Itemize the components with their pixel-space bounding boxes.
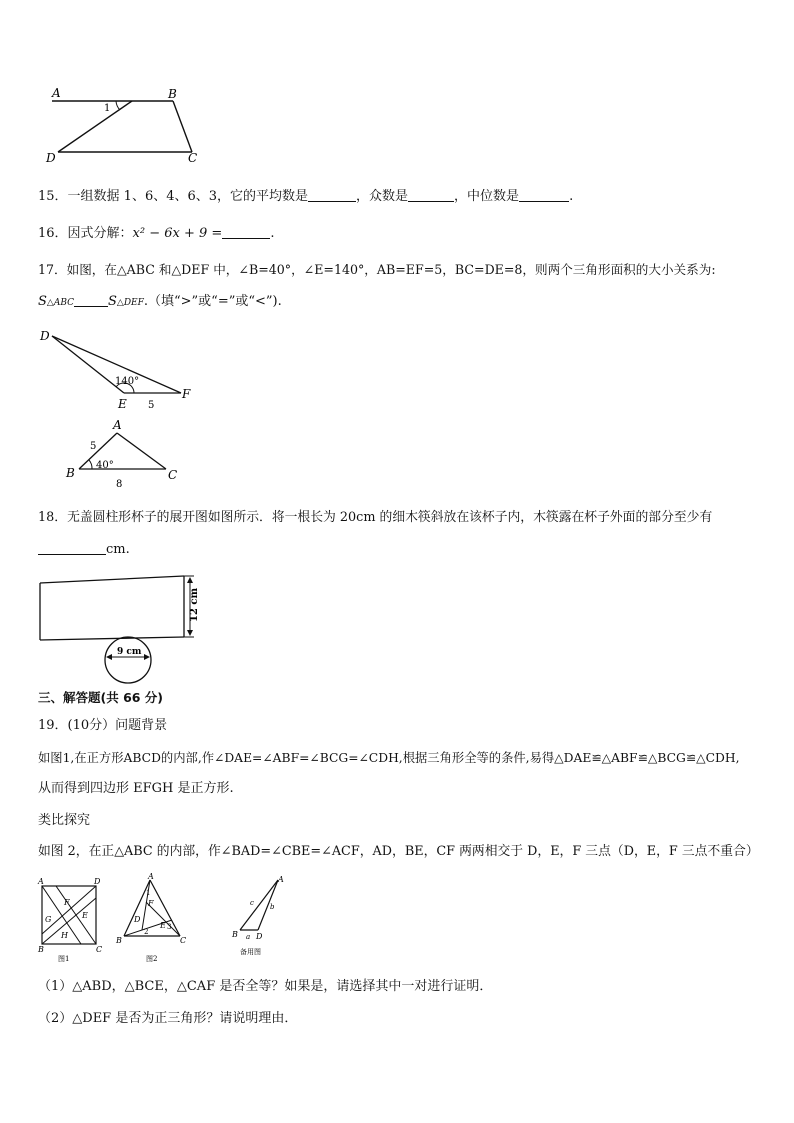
label-C: C xyxy=(168,468,178,482)
diameter-label: 9 cm xyxy=(117,647,142,657)
trapezoid-figure xyxy=(40,82,210,167)
blank-compare[interactable] xyxy=(74,292,108,307)
angle-40-label: 40° xyxy=(96,460,114,471)
fig3-label-c: c xyxy=(250,899,254,907)
angle-1-label: 1 xyxy=(104,103,111,114)
blank-factor[interactable] xyxy=(222,224,270,239)
section-heading: 三、解答题(共 66 分) xyxy=(38,690,164,705)
fig1-label-H: H xyxy=(61,931,68,940)
blank-mean[interactable] xyxy=(308,187,356,202)
fig2-label-F: F xyxy=(148,899,154,908)
question-17-line1: 17．如图，在△ABC 和△DEF 中，∠B=40°，∠E=140°，AB=EF=5，BC=DE=8，则两个三角形面积的大小关系为: xyxy=(38,262,716,277)
fig1-caption: 图1 xyxy=(58,955,70,963)
question-19-p1: 如图1,在正方形ABCD的内部,作∠DAE=∠ABF=∠BCG=∠CDH,根据三角形全等的条件,易得△DAE≌△ABF≌△BCG≌△CDH, xyxy=(38,751,740,765)
angle-140-label: 140° xyxy=(115,376,140,387)
question-19-p3: 如图 2，在正△ABC 的内部，作∠BAD=∠CBE=∠ACF，AD，BE，CF 两两相交于 D，E，F 三点（D，E，F 三点不重合） xyxy=(38,844,759,859)
question-19-part1: （1）△ABD，△BCE，△CAF 是否全等？如果是，请选择其中一对进行证明． xyxy=(38,979,493,994)
fig3-caption: 备用图 xyxy=(240,948,261,956)
fig3-label-a: a xyxy=(246,933,251,941)
fig2-label-B: B xyxy=(116,936,122,945)
fig2-caption: 图2 xyxy=(146,955,158,963)
fig1-label-F: F xyxy=(64,898,70,907)
fig3-label-b: b xyxy=(270,903,275,911)
fig1-label-G: G xyxy=(45,915,52,924)
label-A: A xyxy=(52,86,61,100)
label-F: F xyxy=(182,387,191,401)
question-15: 15．一组数据 1、6、4、6、3，它的平均数是 ，众数是 ，中位数是 . xyxy=(38,189,574,204)
fig2-label-D: D xyxy=(134,915,141,924)
label-C: C xyxy=(188,151,198,165)
fig1-label-B: B xyxy=(38,945,44,954)
question-19-figures xyxy=(34,872,304,964)
question-19-p2: 从而得到四边形 EFGH 是正方形. xyxy=(38,781,234,796)
label-E: E xyxy=(118,397,127,411)
fig3-label-B: B xyxy=(232,930,238,939)
fig1-label-D: D xyxy=(94,877,101,886)
fig2-label-A: A xyxy=(148,872,154,881)
blank-mode[interactable] xyxy=(408,187,454,202)
blank-length[interactable] xyxy=(38,540,106,555)
fig1-label-C: C xyxy=(96,945,103,954)
blank-median[interactable] xyxy=(519,187,569,202)
fig2-num-2: 2 xyxy=(144,928,149,936)
label-A: A xyxy=(113,418,122,432)
fig1-label-E: E xyxy=(82,911,88,920)
fig2-label-C: C xyxy=(180,936,187,945)
fig2-num-1: 1 xyxy=(146,889,151,897)
fig2-num-3: 3 xyxy=(167,923,172,931)
question-19-head: 19．(10分）问题背景 xyxy=(38,718,168,733)
question-19-sub: 类比探究 xyxy=(38,813,91,828)
fig3-label-A: A xyxy=(278,875,284,884)
label-B: B xyxy=(66,466,75,480)
height-label: 12 cm xyxy=(189,587,200,622)
question-19-part2: （2）△DEF 是否为正三角形？请说明理由． xyxy=(38,1011,298,1026)
fig1-label-A: A xyxy=(38,877,44,886)
bc-length: 8 xyxy=(116,479,123,490)
triangle-def-figure xyxy=(36,322,206,492)
ab-length: 5 xyxy=(90,441,97,452)
label-D: D xyxy=(46,151,56,165)
ef-length: 5 xyxy=(148,400,155,411)
cup-net-figure xyxy=(34,570,224,690)
question-18-line2: cm. xyxy=(38,540,130,559)
label-D: D xyxy=(40,329,50,343)
fig2-label-E: E xyxy=(160,921,166,930)
question-16: 16．因式分解：x² − 6x + 9 = . xyxy=(38,226,275,241)
question-18-line1: 18．无盖圆柱形杯子的展开图如图所示．将一根长为 20cm 的细木筷斜放在该杯子内，木筷露在杯子外面的部分至少有 xyxy=(38,510,713,525)
label-B: B xyxy=(168,87,177,101)
question-17-line2: S△ABC S△DEF.（填“>”或“=”或“<”). xyxy=(38,294,282,309)
fig3-label-D: D xyxy=(256,932,263,941)
